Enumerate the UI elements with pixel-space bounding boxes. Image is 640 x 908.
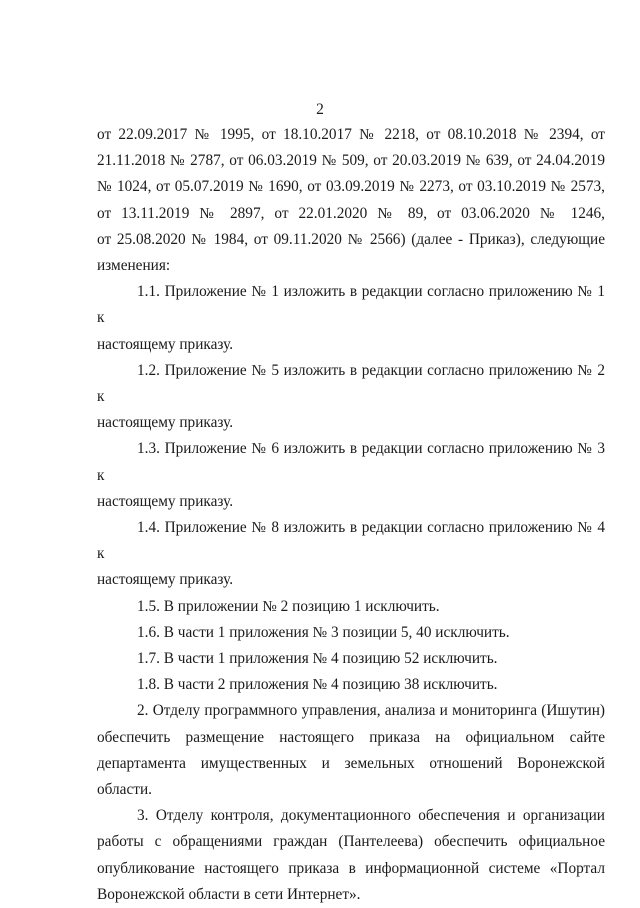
text-line: настоящему приказу. bbox=[97, 571, 234, 589]
paragraph-intro bbox=[97, 122, 605, 279]
text-line: опубликование настоящего приказа в информационной системе «Портал bbox=[97, 859, 605, 877]
paragraph-item-1-6 bbox=[97, 620, 605, 646]
text-line: № 1024, от 05.07.2019 № 1690, от 03.09.2019 № 2273, от 03.10.2019 № 2573, bbox=[97, 178, 605, 196]
text-line: 1.8. В части 2 приложения № 4 позицию 38 исключить. bbox=[137, 676, 498, 694]
text-line: Воронежской области в сети Интернет». bbox=[97, 885, 361, 903]
text-line: 1.3. Приложение № 6 изложить в редакции согласно приложению № 3 к bbox=[97, 440, 605, 484]
paragraph-item-1-5 bbox=[97, 594, 605, 620]
paragraph-item-1-8 bbox=[97, 672, 605, 698]
text-line: 1.6. В части 1 приложения № 3 позиции 5, 40 исключить. bbox=[137, 623, 510, 641]
paragraph-item-1-2 bbox=[97, 358, 605, 437]
text-line: 3. Отделу контроля, документационного обеспечения и организации bbox=[137, 807, 605, 825]
text-line: 1.2. Приложение № 5 изложить в редакции согласно приложению № 2 к bbox=[97, 361, 605, 406]
text-line: настоящему приказу. bbox=[97, 492, 234, 510]
text-line: настоящему приказу. bbox=[97, 335, 234, 353]
text-line: от 13.11.2019 № 2897, от 22.01.2020 № 89, от 03.06.2020 № 1246, bbox=[97, 204, 605, 222]
text-line: работы с обращениями граждан (Пантелеева) обеспечить официальное bbox=[97, 833, 605, 851]
text-line: от 22.09.2017 № 1995, от 18.10.2017 № 2218, от 08.10.2018 № 2394, от bbox=[97, 126, 605, 143]
text-line: от 25.08.2020 № 1984, от 09.11.2020 № 2566) (далее - Приказ), следующие bbox=[97, 230, 605, 248]
text-line: 1.5. В приложении № 2 позицию 1 исключить. bbox=[137, 597, 440, 615]
text-line: области. bbox=[97, 781, 152, 799]
text-line: 2. Отделу программного управления, анализа и мониторинга (Ишутин) bbox=[137, 702, 605, 720]
paragraph-item-1-1 bbox=[97, 279, 605, 358]
paragraph-item-3 bbox=[97, 803, 605, 908]
paragraph-item-1-3 bbox=[97, 436, 605, 515]
text-line: настоящему приказу. bbox=[97, 414, 234, 432]
paragraph-item-2 bbox=[97, 698, 605, 803]
text-line: департамента имущественных и земельных отношений Воронежской bbox=[97, 754, 605, 772]
text-line: обеспечить размещение настоящего приказа на официальном сайте bbox=[97, 728, 605, 746]
paragraph-item-1-7 bbox=[97, 646, 605, 672]
text-line: 1.4. Приложение № 8 изложить в редакции согласно приложению № 4 к bbox=[97, 519, 605, 563]
text-line: 1.1. Приложение № 1 изложить в редакции согласно приложению № 1 к bbox=[97, 283, 605, 327]
text-line: 21.11.2018 № 2787, от 06.03.2019 № 509, от 20.03.2019 № 639, от 24.04.2019 bbox=[97, 152, 605, 170]
text-line: изменения: bbox=[97, 257, 171, 275]
paragraph-item-1-4 bbox=[97, 515, 605, 594]
page-number: 2 bbox=[316, 101, 324, 118]
document-body bbox=[97, 122, 605, 908]
text-line: 1.7. В части 1 приложения № 4 позицию 52 исключить. bbox=[137, 650, 498, 668]
